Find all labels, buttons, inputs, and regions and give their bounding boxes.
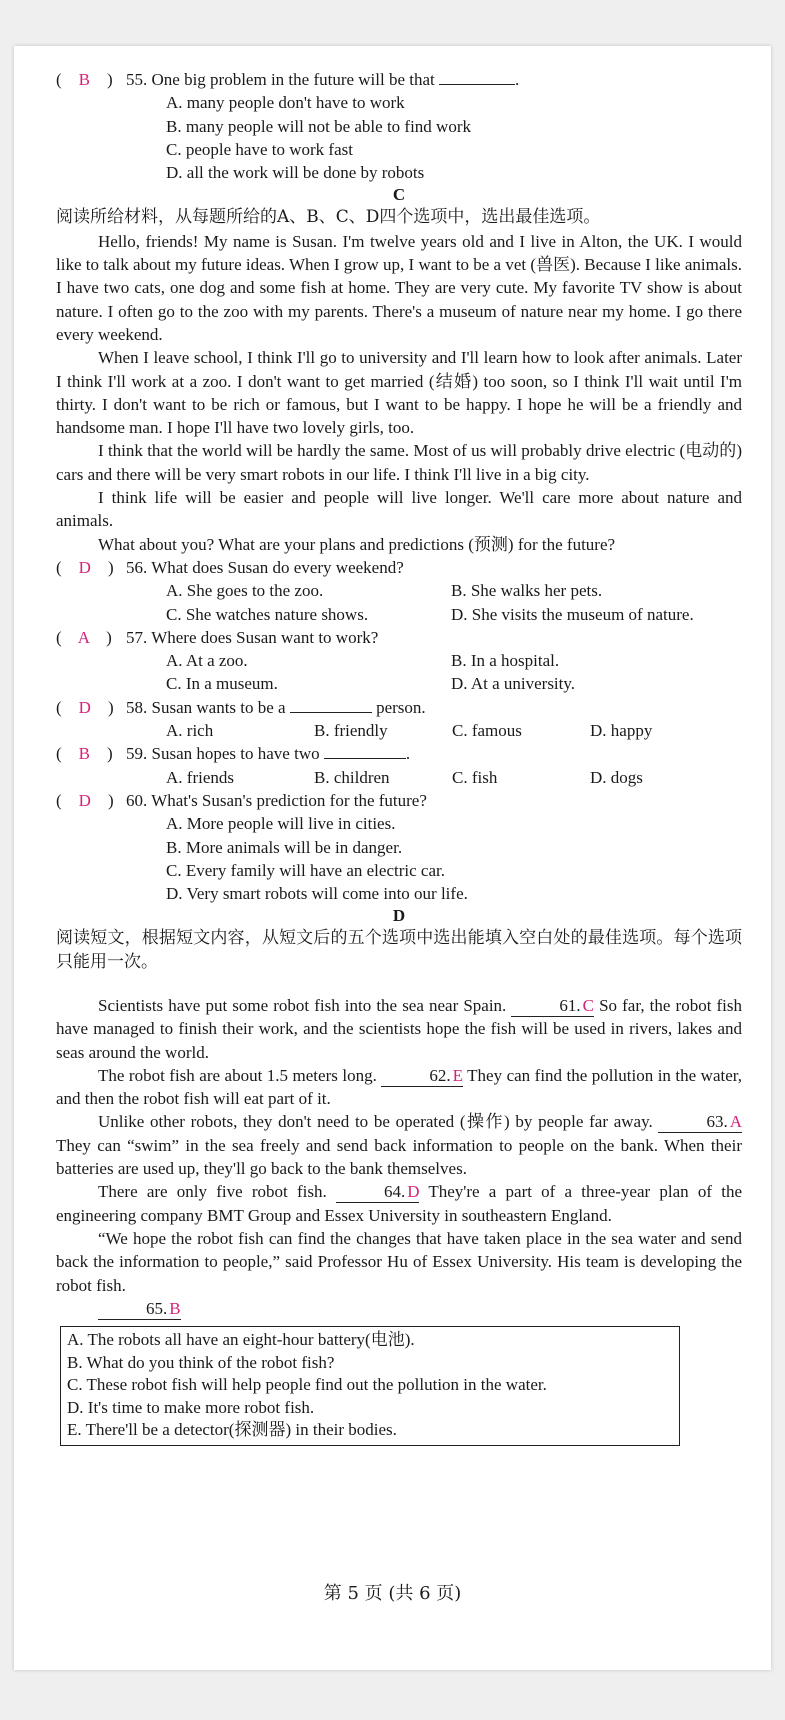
option: B. many people will not be able to find work <box>166 116 471 136</box>
question-stem: 56. What does Susan do every weekend? <box>126 557 404 577</box>
box-option: A. The robots all have an eight-hour battery(电池). <box>67 1330 415 1350</box>
question-stem: 55. One big problem in the future will be that <box>126 70 435 89</box>
option: A. rich <box>166 721 214 741</box>
question-57: ( A ) 57. Where does Susan want to work? <box>56 626 742 649</box>
answer-56: D <box>78 557 91 577</box>
question-55: ( B ) 55. One big problem in the future will be that . <box>56 70 520 89</box>
blank-63: 63. A <box>658 1112 742 1133</box>
question-56: ( D ) 56. What does Susan do every weekend? <box>56 556 742 579</box>
passage-paragraph: I think life will be easier and people will live longer. We'll care more about nature and animals. <box>56 488 742 531</box>
answer-59: B <box>78 744 91 764</box>
answer-58: D <box>78 697 91 717</box>
answer-55: B <box>78 70 91 89</box>
option: A. At a zoo. <box>166 651 248 671</box>
option: C. Every family will have an electric car. <box>166 860 445 880</box>
blank-65: 65. B <box>98 1299 181 1320</box>
option: A. More people will live in cities. <box>166 814 396 834</box>
box-option: B. What do you think of the robot fish? <box>67 1352 335 1372</box>
options-58 <box>166 719 742 742</box>
blank-62: 62. E <box>381 1066 463 1087</box>
question-stem: 59. Susan hopes to have two <box>126 744 320 764</box>
instruction-c: 阅读所给材料，从每题所给的A、B、C、D四个选项中，选出最佳选项。 <box>56 207 601 228</box>
option: D. dogs <box>590 767 643 787</box>
box-option: E. There'll be a detector(探测器) in their bodies. <box>67 1420 397 1440</box>
instruction-d: 阅读短文，根据短文内容，从短文后的五个选项中选出能填入空白处的最佳选项。每个选项只能用一次。 <box>56 928 742 972</box>
passage-paragraph: What about you? What are your plans and predictions (预测) for the future? <box>98 534 616 554</box>
passage-paragraph <box>56 1297 742 1320</box>
options-56 <box>166 579 742 626</box>
question-stem: 58. Susan wants to be a <box>126 697 286 717</box>
options-59 <box>166 766 742 789</box>
option: C. fish <box>452 767 498 787</box>
option: D. She visits the museum of nature. <box>451 604 694 624</box>
passage-paragraph: The robot fish are about 1.5 meters long. 62. E They can find the pollution in the water, and then the robot fish will eat part of it. <box>56 1065 742 1109</box>
passage-paragraph: There are only five robot fish. 64. D They're a part of a three-year plan of the engineering company BMT Group and Essex University in southeastern England. <box>56 1182 743 1225</box>
option: C. In a museum. <box>166 674 278 694</box>
question-stem: 57. Where does Susan want to work? <box>126 627 379 647</box>
option: C. people have to work fast <box>166 139 353 159</box>
option: B. In a hospital. <box>451 651 560 671</box>
page-content <box>56 68 742 1446</box>
blank <box>290 696 372 713</box>
passage-paragraph: Hello, friends! My name is Susan. I'm twelve years old and I live in Alton, the UK. I would like to talk about my future ideas. When I grow up, I want to be a vet (兽医). Because I like animals. I have two cats, one dog and some fish at home. They are very cute. My favorite TV show is about nature. I often go to the zoo with my parents. There's a museum of nature near my home. I go there every weekend. <box>56 231 742 344</box>
question-stem: 60. What's Susan's prediction for the future? <box>126 790 427 810</box>
option: B. She walks her pets. <box>451 581 603 601</box>
option: D. Very smart robots will come into our life. <box>166 884 468 904</box>
option: C. She watches nature shows. <box>166 604 369 624</box>
document-page <box>14 46 771 1670</box>
passage-paragraph: Scientists have put some robot fish into the sea near Spain. 61. C So far, the robot fish have managed to finish their work, and the scientists hope the fish will be used in rivers, lakes and seas around the world. <box>56 995 743 1062</box>
passage-paragraph: “We hope the robot fish can find the changes that have taken place in the sea water and send back the information to people,” said Professor Hu of Essex University. His team is developing the robot fish. <box>56 1228 742 1295</box>
question-stem-end: person. <box>376 697 426 717</box>
option: D. happy <box>590 721 653 741</box>
options-box <box>60 1326 680 1446</box>
blank-61: 61. C <box>511 996 594 1017</box>
question-58: ( D ) 58. Susan wants to be a person. <box>56 697 426 717</box>
option: C. famous <box>452 721 522 741</box>
passage-paragraph: Unlike other robots, they don't need to be operated (操作) by people far away. 63. A They can “swim” in the sea freely and send back information to people on the bank. When their batteries are used up, they'll go back to the bank themselves. <box>56 1112 743 1179</box>
answer-60: D <box>78 790 91 810</box>
option: D. all the work will be done by robots <box>166 163 425 183</box>
passage-paragraph: When I leave school, I think I'll go to university and I'll learn how to look after animals. Later I think I'll work at a zoo. I don't want to get married (结婚) too soon, so I think I'll wait until I'm thirty. I don't want to be rich or famous, but I want to be happy. I hope he will be a friendly and handsome man. I hope I'll have two lovely girls, too. <box>56 348 742 438</box>
page-number: 第 5 页 (共 6 页) <box>323 1583 462 1604</box>
option: A. friends <box>166 767 234 787</box>
option: B. friendly <box>314 721 388 741</box>
options-57 <box>166 649 742 696</box>
option: B. More animals will be in danger. <box>166 837 403 857</box>
section-heading-d: D <box>392 906 406 926</box>
options-60 <box>166 812 742 905</box>
question-stem-end: . <box>405 744 411 764</box>
blank <box>324 742 406 759</box>
blank-64: 64. D <box>336 1182 420 1203</box>
options-55 <box>166 91 742 184</box>
passage-paragraph: I think that the world will be hardly the same. Most of us will probably drive electric (电动的) cars and there will be very smart robots in our life. I think I'll live in a big city. <box>56 441 742 484</box>
option: B. children <box>314 767 390 787</box>
option: A. She goes to the zoo. <box>166 581 324 601</box>
box-option: D. It's time to make more robot fish. <box>67 1397 315 1417</box>
answer-57: A <box>77 627 90 647</box>
question-59: ( B ) 59. Susan hopes to have two . <box>56 744 411 764</box>
question-60: ( D ) 60. What's Susan's prediction for the future? <box>56 789 742 812</box>
section-heading-c: C <box>392 185 406 205</box>
blank <box>439 68 515 85</box>
box-option: C. These robot fish will help people find out the pollution in the water. <box>67 1375 547 1395</box>
option: D. At a university. <box>451 674 576 694</box>
option: A. many people don't have to work <box>166 93 405 113</box>
